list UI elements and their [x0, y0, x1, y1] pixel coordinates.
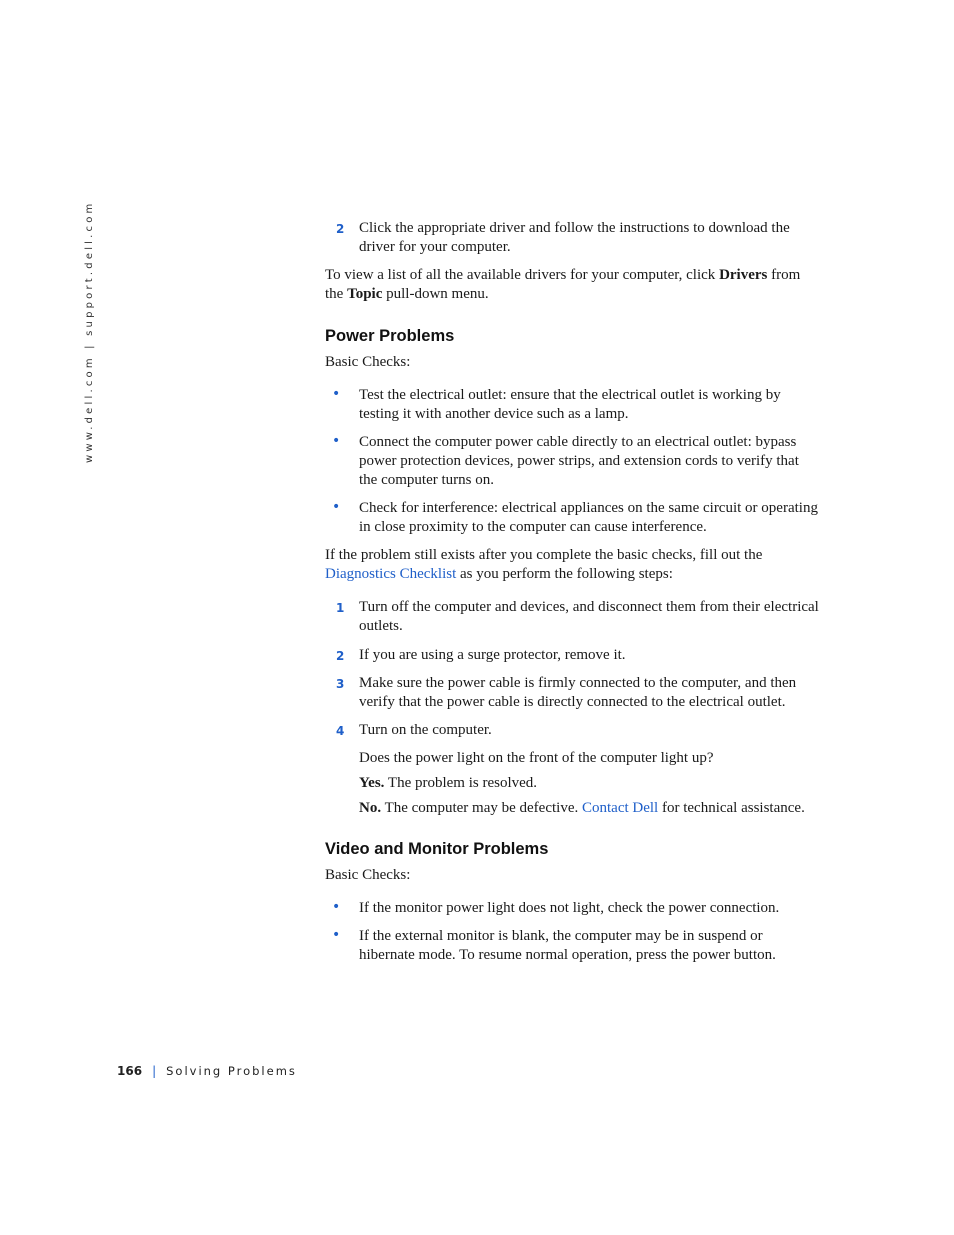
topic-term: Topic [347, 286, 383, 302]
power-intro-paragraph [325, 546, 820, 584]
step-text: Click the appropriate driver and follow the instructions to download the driver for your computer. [359, 220, 790, 255]
power-step-3 [325, 674, 820, 712]
no-label: No. [359, 800, 382, 816]
text-span: If the problem still exists after you complete the basic checks, fill out the [325, 547, 763, 563]
bullet-icon: • [332, 899, 341, 915]
bullet-icon: • [332, 927, 341, 943]
step-text: Turn off the computer and devices, and disconnect them from their electrical outlets. [359, 599, 819, 634]
power-step-1 [325, 598, 820, 636]
text-span: as you perform the following steps: [456, 566, 673, 582]
power-bullet-1 [325, 386, 820, 424]
section-title: Solving Problems [166, 1064, 297, 1078]
step-text: Turn on the computer. [359, 722, 492, 738]
video-bullet-2 [325, 927, 820, 965]
text-span: The computer may be defective. [381, 800, 582, 816]
bullet-icon: • [332, 386, 341, 402]
drivers-paragraph [325, 266, 820, 304]
drivers-term: Drivers [719, 267, 768, 283]
bullet-text: Connect the computer power cable directly to an electrical outlet: bypass power protection devices, power strips, and extension cords to verify that the computer turns on. [359, 434, 799, 488]
power-step-2 [325, 646, 820, 665]
step-number: 1 [336, 601, 345, 615]
power-bullet-2 [325, 433, 820, 490]
video-basic-checks: Basic Checks: [325, 867, 411, 883]
power-light-question: Does the power light on the front of the computer light up? [359, 750, 714, 766]
bullet-text: Check for interference: electrical appliances on the same circuit or operating in close proximity to the computer can cause interference. [359, 500, 818, 535]
step-number: 3 [336, 677, 345, 691]
page-footer [117, 1062, 297, 1081]
step-number: 4 [336, 724, 345, 738]
step-number: 2 [336, 649, 345, 663]
power-bullet-3 [325, 499, 820, 537]
power-basic-checks: Basic Checks: [325, 354, 411, 370]
video-bullet-1 [325, 899, 820, 918]
text-span: To view a list of all the available drivers for your computer, click [325, 267, 720, 283]
side-url: www.dell.com | support.dell.com [84, 200, 95, 463]
text-span: The problem is resolved. [384, 775, 538, 791]
bullet-icon: • [332, 433, 341, 449]
yes-label: Yes. [359, 775, 385, 791]
step-text: If you are using a surge protector, remove it. [359, 647, 626, 663]
step-number: 2 [336, 222, 345, 236]
page-number: 166 [117, 1064, 143, 1078]
step-2-download [325, 219, 820, 257]
bullet-text: Test the electrical outlet: ensure that the electrical outlet is working by testing it with another device such as a lamp. [359, 387, 781, 422]
diagnostics-checklist-link[interactable]: Diagnostics Checklist [325, 566, 457, 582]
text-span: for technical assistance. [658, 800, 805, 816]
bullet-icon: • [332, 499, 341, 515]
video-monitor-heading: Video and Monitor Problems [325, 840, 549, 858]
yes-answer [359, 774, 820, 793]
no-answer [359, 799, 820, 818]
footer-separator: | [152, 1064, 157, 1078]
bullet-text: If the monitor power light does not light, check the power connection. [359, 900, 780, 916]
power-problems-heading: Power Problems [325, 327, 455, 345]
text-span: pull-down menu. [382, 286, 489, 302]
contact-dell-link[interactable]: Contact Dell [581, 800, 659, 816]
text-span: from the [325, 267, 801, 302]
step-text: Make sure the power cable is firmly connected to the computer, and then verify that the power cable is directly connected to the electrical outlet. [359, 675, 797, 710]
page-content [325, 219, 820, 965]
power-step-4 [325, 721, 820, 818]
bullet-text: If the external monitor is blank, the computer may be in suspend or hibernate mode. To resume normal operation, press the power button. [359, 928, 776, 963]
